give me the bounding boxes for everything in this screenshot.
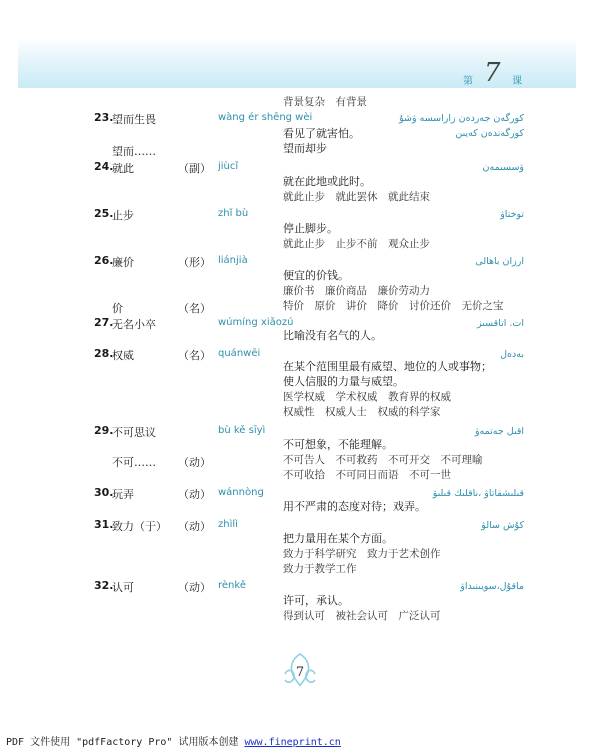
entry-pinyin: liánjià xyxy=(218,255,248,266)
entry-pos: （副） xyxy=(178,162,211,175)
entry-pos: （形） xyxy=(178,256,211,269)
definition: 比喻没有名气的人。 xyxy=(283,329,382,342)
entry-uyghur: بەدەل xyxy=(500,349,524,360)
footer-link[interactable]: www.fineprint.cn xyxy=(244,737,341,748)
entry-word: 就此 xyxy=(112,162,134,175)
footer xyxy=(6,733,341,748)
entry-word: 认可 xyxy=(112,581,134,594)
sub-uyghur: كورگەندەن كەيىن xyxy=(455,128,524,139)
example-line: 得到认可 被社会认可 广泛认可 xyxy=(283,610,441,622)
entry-pinyin: wàng ér shēng wèi xyxy=(218,112,313,123)
definition: 使人信服的力量与威望。 xyxy=(283,375,404,388)
definition: 用不严肃的态度对待；戏弄。 xyxy=(283,500,426,513)
entry-pinyin: bù kě sīyì xyxy=(218,425,266,436)
entry-pos: （动） xyxy=(178,581,211,594)
lesson-suffix: 课 xyxy=(512,76,522,87)
entry-pos: （动） xyxy=(178,488,211,501)
entry-word: 无名小卒 xyxy=(112,318,156,331)
entry-uyghur: كورگەن جەردەن زاراسسە ۋشۇ xyxy=(399,113,524,124)
sub-word: 望而…… xyxy=(112,145,156,158)
entry-word: 止步 xyxy=(112,209,134,222)
page-number-ornament-icon xyxy=(280,650,320,690)
example-line: 就此止步 就此罢休 就此结束 xyxy=(283,191,430,203)
entry-word: 玩弄 xyxy=(112,488,134,501)
entry-pinyin: wúmíng xiǎozú xyxy=(218,317,294,328)
page-number: 7 xyxy=(295,665,305,680)
sub-pos: （动） xyxy=(178,456,211,469)
entry-pinyin: quánwēi xyxy=(218,348,261,359)
entry-uyghur: اقىل جەتمەۋ xyxy=(474,426,524,437)
entry-number: 32. xyxy=(94,579,114,592)
entry-pinyin: zhìlì xyxy=(218,519,238,530)
example-line: 望而却步 xyxy=(283,142,327,155)
definition: 便宜的价钱。 xyxy=(283,269,349,282)
definition: 在某个范围里最有威望、地位的人或事物； xyxy=(283,360,492,373)
entry-number: 23. xyxy=(94,111,114,124)
definition: 不可想象，不能理解。 xyxy=(283,438,393,451)
lesson-number: 7 xyxy=(484,58,501,88)
sub-word: 不可…… xyxy=(112,456,156,469)
entry-pos: （名） xyxy=(178,349,211,362)
entry-word: 不可思议 xyxy=(112,426,156,439)
entry-pinyin: rènkě xyxy=(218,580,246,591)
entry-uyghur: ارزان باھالى xyxy=(475,256,524,267)
entry-number: 24. xyxy=(94,160,114,173)
top-line: 背景复杂 有背景 xyxy=(283,96,367,108)
example-line: 致力于科学研究 致力于艺术创作 xyxy=(283,548,441,560)
entry-pinyin: zhǐ bù xyxy=(218,208,249,219)
entry-uyghur: ۋسسىمەن xyxy=(482,162,524,173)
entry-number: 28. xyxy=(94,347,114,360)
entry-uyghur: ماقۇل،سويىنىداۋ xyxy=(460,581,524,592)
entry-number: 25. xyxy=(94,207,114,220)
entry-number: 27. xyxy=(94,316,114,329)
footer-text: PDF 文件使用 "pdfFactory Pro" 试用版本创建 xyxy=(6,737,245,748)
definition: 把力量用在某个方面。 xyxy=(283,532,393,545)
example-line: 不可告人 不可救药 不可开交 不可理喻 xyxy=(283,454,483,466)
lesson-prefix: 第 xyxy=(463,76,473,87)
sub-pos: （名） xyxy=(178,302,211,315)
example-line: 特价 原价 讲价 降价 讨价还价 无价之宝 xyxy=(283,300,504,312)
definition: 许可，承认。 xyxy=(283,594,349,607)
entry-pos: （动） xyxy=(178,520,211,533)
entry-uyghur: قىلىشقاتاۋ ،ناقلىك قىلىۋ xyxy=(432,488,524,499)
entry-word: 权威 xyxy=(112,349,134,362)
entry-word: 望而生畏 xyxy=(112,113,156,126)
example-line: 致力于教学工作 xyxy=(283,563,357,575)
entry-pinyin: wánnòng xyxy=(218,487,264,498)
entry-word: 致力（于） xyxy=(112,520,167,533)
example-line: 不可收拾 不可同日而语 不可一世 xyxy=(283,469,451,481)
example-line: 医学权威 学术权威 教育界的权威 xyxy=(283,391,451,403)
entry-word: 廉价 xyxy=(112,256,134,269)
definition: 就在此地或此时。 xyxy=(283,175,371,188)
example-line: 就此止步 止步不前 观众止步 xyxy=(283,238,430,250)
definition: 看见了就害怕。 xyxy=(283,127,360,140)
entry-uyghur: كۇش سالۋ xyxy=(481,520,524,531)
sub-word: 价 xyxy=(112,302,123,315)
example-line: 权威性 权威人士 权威的科学家 xyxy=(283,406,441,418)
entry-uyghur: توختاۋ xyxy=(500,209,524,220)
entry-number: 30. xyxy=(94,486,114,499)
entry-uyghur: ات. اتاقسىز xyxy=(477,318,524,329)
entry-number: 26. xyxy=(94,254,114,267)
entry-number: 29. xyxy=(94,424,114,437)
entry-number: 31. xyxy=(94,518,114,531)
entry-pinyin: jiùcǐ xyxy=(218,161,239,172)
definition: 停止脚步。 xyxy=(283,222,338,235)
example-line: 廉价书 廉价商品 廉价劳动力 xyxy=(283,285,430,297)
